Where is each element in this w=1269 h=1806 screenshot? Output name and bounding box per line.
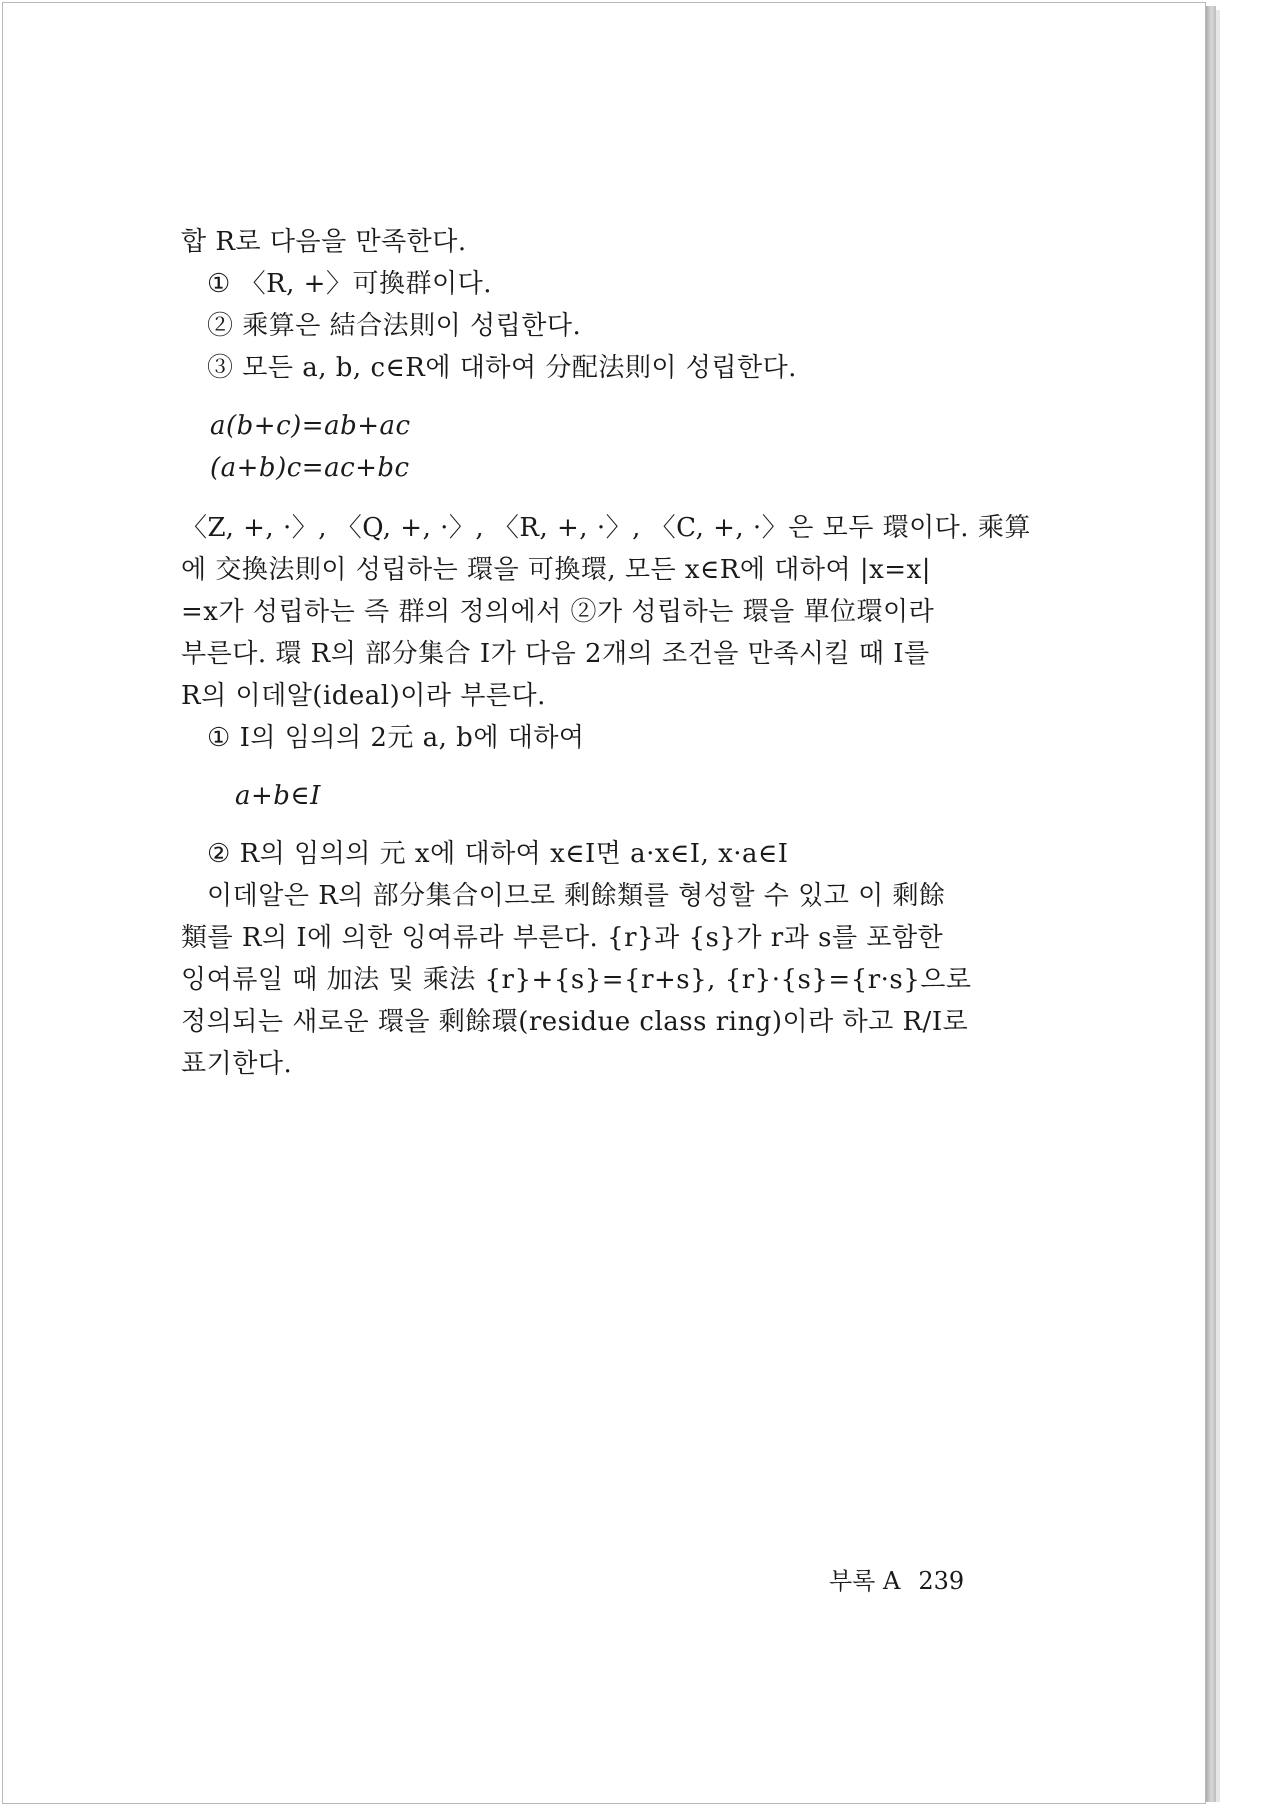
- text-line: 에 交換法則이 성립하는 環을 可換環, 모든 x∈R에 대하여 |x=x|: [181, 555, 932, 585]
- text-line: 類를 R의 I에 의한 잉여류라 부른다. {r}과 {s}가 r과 s를 포함한: [181, 923, 944, 953]
- book-page: [2, 2, 1206, 1804]
- ideal-condition-2: ② R의 임의의 元 x에 대하여 x∈I면 a·x∈I, x·a∈I: [207, 839, 789, 869]
- equation-left-distributive: a(b+c)=ab+ac: [210, 411, 411, 441]
- page-number: 239: [918, 1567, 965, 1595]
- text-line: 합 R로 다음을 만족한다.: [181, 227, 467, 257]
- list-item-3: ③ 모든 a, b, c∈R에 대하여 分配法則이 성립한다.: [207, 353, 797, 383]
- text-line: =x가 성립하는 즉 群의 정의에서 ②가 성립하는 環을 單位環이라: [181, 597, 935, 627]
- text-line: 〈Z, +, ·〉, 〈Q, +, ·〉, 〈R, +, ·〉, 〈C, +, ·〉은 모두 環이다. 乘算: [181, 513, 1031, 543]
- list-item-1: ① 〈R, +〉可換群이다.: [207, 269, 492, 299]
- section-label: 부록 A: [829, 1567, 901, 1595]
- text-line: 정의되는 새로운 環을 剩餘環(residue class ring)이라 하고 R/I로: [181, 1007, 969, 1037]
- page-footer: [829, 1565, 964, 1597]
- text-line: 부른다. 環 R의 部分集合 I가 다음 2개의 조건을 만족시킬 때 I를: [181, 639, 930, 669]
- list-item-2: ② 乘算은 結合法則이 성립한다.: [207, 311, 582, 341]
- page-edge-highlight: [1216, 10, 1220, 1802]
- text-line: R의 이데알(ideal)이라 부른다.: [181, 681, 546, 711]
- text-line: 이데알은 R의 部分集合이므로 剩餘類를 형성할 수 있고 이 剩餘: [207, 881, 946, 911]
- ideal-condition-1: ① I의 임의의 2元 a, b에 대하여: [207, 723, 585, 753]
- text-line: 잉여류일 때 加法 및 乘法 {r}+{s}={r+s}, {r}·{s}={r·s}으로: [181, 965, 972, 995]
- equation-right-distributive: (a+b)c=ac+bc: [210, 453, 410, 483]
- equation-ideal-sum: a+b∈I: [235, 781, 321, 811]
- text-line: 표기한다.: [181, 1049, 293, 1079]
